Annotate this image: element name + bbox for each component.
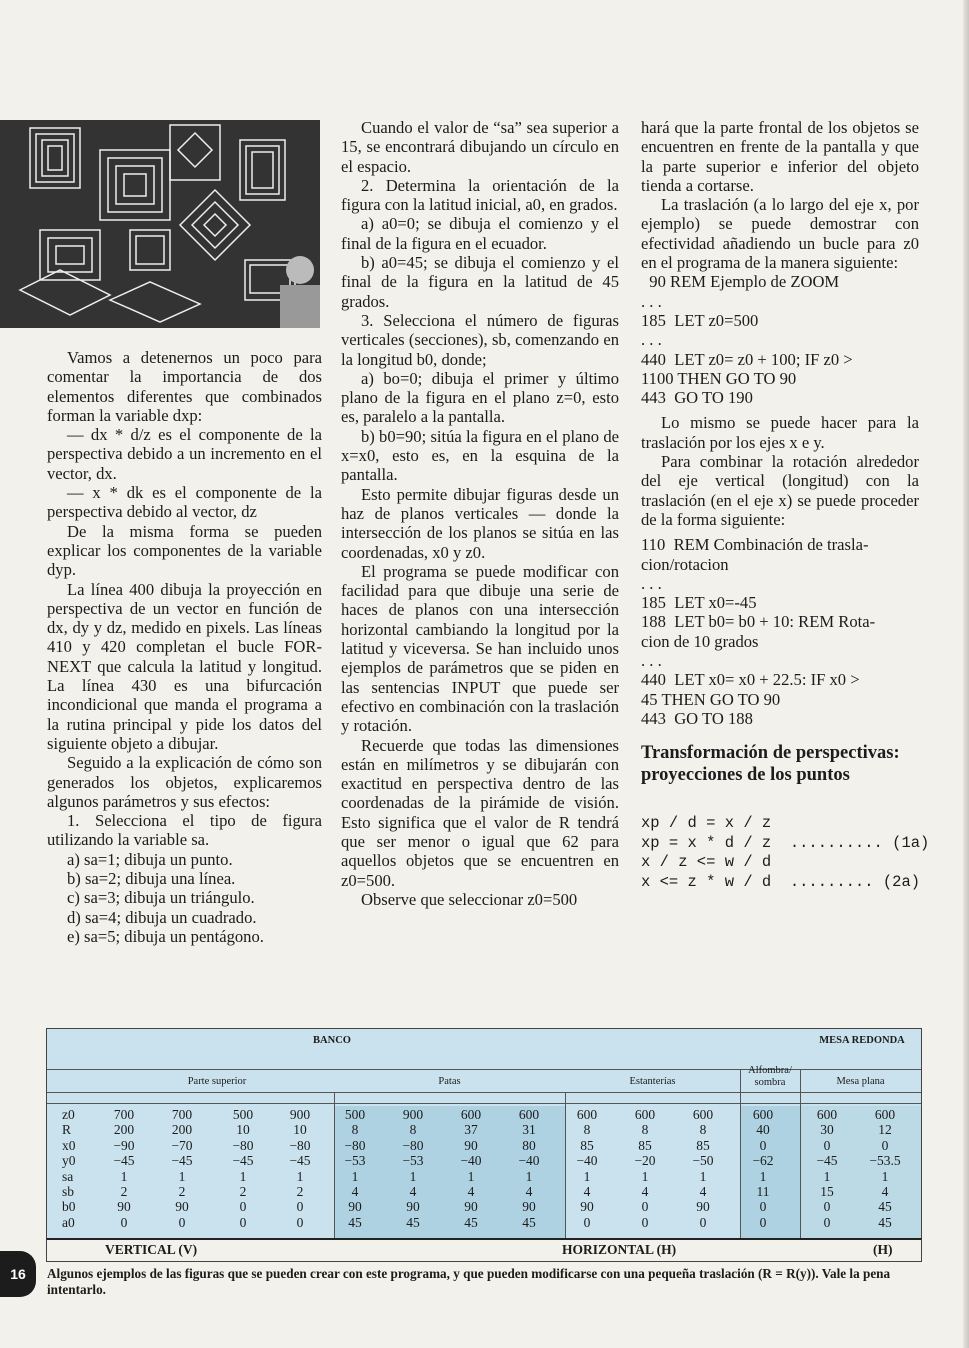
table-cell: −40	[518, 1153, 540, 1169]
paragraph: De la misma forma se pueden explicar los componentes de la variable dyp.	[47, 521, 322, 580]
paragraph: El programa se puede modificar con facilidad para que dibuje una serie de haces de planos con una intersección horizontal cambiando la longitud por la latitud y viceversa. Se han incluido unos ejemplos de parámetros que se piden en las sentencias INPUT que puede ser efectivo en combinación con la traslación y rotación.	[341, 561, 619, 736]
paragraph: hará que la parte frontal de los objetos se encuentren en frente de la pantalla y que la parte superior e inferior del objeto tienda a cortarse.	[641, 118, 919, 195]
table-cell: 900	[402, 1107, 424, 1122]
formula-line: xp = x * d / z .......... (1a)	[641, 833, 930, 852]
table-cell: 90	[175, 1199, 189, 1215]
code-line: 90 REM Ejemplo de ZOOM	[641, 272, 840, 292]
table-row-label: y0	[62, 1153, 76, 1169]
table-cell: 15	[820, 1184, 834, 1199]
table-cell: 10	[293, 1122, 307, 1138]
paragraph: — x * dk es el componente de la perspectiva debido al vector, dz	[47, 483, 322, 522]
code-line: . . .	[641, 573, 662, 593]
table-cell: −80	[344, 1137, 366, 1153]
paragraph: La traslación (a lo largo del eje x, por ejemplo) se puede demostrar con efectividad añadiendo un bucle para z0 en el programa de la manera siguiente:	[641, 195, 919, 273]
table-cell: 4	[467, 1184, 475, 1199]
code-line: . . .	[641, 330, 662, 350]
table-cell: −53.5	[869, 1153, 901, 1169]
table-cell: 45	[522, 1214, 536, 1230]
code-line: 185 LET x0=-45	[641, 593, 757, 613]
list-item: b) a0=45; se dibuja el comienzo y el final de la figura en la latitud de 45 grados.	[341, 253, 619, 311]
table-cell: 0	[759, 1199, 767, 1215]
label-h: (H)	[873, 1242, 893, 1257]
table-cell: 600	[874, 1107, 896, 1122]
table-cell: 45	[878, 1214, 892, 1230]
table-cell: 4	[525, 1184, 533, 1199]
table-cell: 90	[406, 1199, 420, 1215]
text-column-1	[47, 348, 322, 946]
table-cell: 90	[464, 1199, 478, 1215]
formula-block	[641, 814, 930, 892]
code-line: 443 GO TO 188	[641, 708, 753, 728]
table-cell: 4	[699, 1184, 707, 1199]
table-cell: 0	[823, 1199, 831, 1215]
table-cell: 1	[351, 1168, 359, 1184]
table-cell: 2	[239, 1184, 247, 1199]
code-line: cion/rotacion	[641, 554, 729, 574]
table-cell: 600	[460, 1107, 482, 1122]
table-cell: −70	[171, 1137, 193, 1153]
list-item: d) sa=4; dibuja un cuadrado.	[67, 907, 257, 927]
table-cell: −62	[752, 1153, 774, 1169]
table-cell: −50	[692, 1153, 714, 1169]
list-item: b) sa=2; dibuja una línea.	[67, 869, 236, 889]
table-cell: −40	[576, 1153, 598, 1169]
table-cell: 1	[699, 1168, 707, 1184]
table-cell: 600	[752, 1107, 774, 1122]
table-cell: 8	[409, 1122, 417, 1138]
table-cell: 4	[641, 1184, 649, 1199]
table-cell: 500	[344, 1107, 366, 1122]
text-column-2	[341, 118, 619, 909]
table-cell: 700	[171, 1107, 193, 1122]
table-cell: 8	[699, 1122, 707, 1138]
table-row-label: z0	[62, 1107, 75, 1122]
formula-line: x <= z * w / d ......... (2a)	[641, 872, 921, 891]
code-line: . . .	[641, 651, 662, 671]
table-cell: 0	[583, 1214, 591, 1230]
table-cell: 1	[409, 1168, 417, 1184]
table-cell: 0	[120, 1214, 128, 1230]
illustration-graphic	[0, 120, 320, 328]
table-cell: −90	[113, 1137, 135, 1153]
table-cell: 1	[641, 1168, 649, 1184]
table-cell: −53	[344, 1153, 366, 1169]
table-row-label: sb	[62, 1184, 75, 1199]
table-cell: −20	[634, 1153, 656, 1169]
table-cell: 700	[113, 1107, 135, 1122]
table-cell: 0	[296, 1199, 304, 1215]
section-heading: Transformación de perspectivas: proyecciones de los puntos	[641, 743, 900, 786]
code-line: . . .	[641, 291, 662, 311]
text-column-3	[641, 118, 930, 892]
table-cell: 1	[823, 1168, 831, 1184]
table-cell: 12	[878, 1122, 892, 1138]
table-cell: 0	[699, 1214, 707, 1230]
table-cell: −45	[816, 1153, 838, 1169]
code-line: 110 REM Combinación de trasla-	[641, 535, 869, 555]
table-cell: 90	[348, 1199, 362, 1215]
table-cell: 1	[525, 1168, 533, 1184]
table-group-patas: Patas	[438, 1076, 461, 1087]
paragraph: Observe que seleccionar z0=500	[361, 889, 578, 909]
table-cell: 30	[820, 1122, 834, 1138]
table-row-label: sa	[62, 1168, 74, 1184]
table-header-mesa-redonda: MESA REDONDA	[819, 1035, 905, 1046]
table-cell: 90	[696, 1199, 710, 1215]
program-listing-rotation	[641, 535, 919, 728]
table-cell: 2	[178, 1184, 186, 1199]
table-group-alfombra: Alfombra/ sombra	[748, 1065, 792, 1088]
table-cell: 600	[576, 1107, 598, 1122]
table-cell: 4	[583, 1184, 591, 1199]
page-edge	[963, 0, 969, 1348]
table-cell: 37	[464, 1122, 478, 1138]
paragraph: La línea 400 dibuja la proyección en perspectiva de un vector en función de dx, dy y dz, medido en pixels. Las líneas 410 y 420 completan el bucle FOR-NEXT que calcula la latitud y longitud. La línea 430 es una bifurcación incondicional que manda el programa a la rutina principal y pide los datos del siguiente objeto a dibujar.	[47, 579, 322, 753]
table-cell: 600	[518, 1107, 540, 1122]
table-cell: 4	[351, 1184, 359, 1199]
table-cell: 8	[641, 1122, 649, 1138]
paragraph: 3. Selecciona el número de figuras verticales (secciones), sb, comenzando en la longitud b0, donde;	[341, 310, 619, 369]
table-cell: 85	[696, 1137, 710, 1153]
code-line: cion de 10 grados	[641, 631, 759, 651]
table-header-banco: BANCO	[313, 1035, 351, 1046]
table-cell: −45	[171, 1153, 193, 1169]
list-item: b) b0=90; sitúa la figura en el plano de x=x0, esto es, en la esquina de la pantalla.	[341, 426, 619, 485]
paragraph: — dx * d/z es el componente de la perspectiva debido a un incremento en el vector, dx.	[47, 425, 322, 483]
table-cell: 200	[171, 1122, 193, 1138]
table-cell: 0	[759, 1137, 767, 1153]
page-number: 16	[0, 1251, 36, 1297]
table-cell: 0	[641, 1199, 649, 1215]
figure-caption: Algunos ejemplos de las figuras que se pueden crear con este programa, y que pueden modificarse con una pequeña traslación (R = R(y)). Vale la pena intentarlo.	[47, 1266, 891, 1297]
table-cell: 31	[522, 1122, 536, 1138]
table-cell: 80	[522, 1137, 536, 1153]
table-cell: 45	[878, 1199, 892, 1215]
formula-line: xp / d = x / z	[641, 814, 772, 833]
code-line: 188 LET b0= b0 + 10: REM Rota-	[641, 612, 876, 632]
paragraph: Recuerde que todas las dimensiones están en milímetros y se dibujarán con exactitud en perspectiva dentro de las coordenadas de la pirámide de visión. Esto significa que el valor de R tendrá que ser menor o igual que 62 para aquellos objetos que se encuentren en z0=500.	[341, 735, 619, 890]
table-cell: 200	[113, 1122, 135, 1138]
table-cell: 11	[756, 1184, 770, 1199]
paragraph: 2. Determina la orientación de la figura con la latitud inicial, a0, en grados.	[341, 175, 619, 215]
formula-line: x / z <= w / d	[641, 853, 772, 872]
table-group-mesa-plana: Mesa plana	[836, 1076, 885, 1087]
illustration-image	[0, 120, 320, 328]
table-cell: 1	[296, 1168, 304, 1184]
table-cell: 45	[348, 1214, 362, 1230]
table-cell: 40	[756, 1122, 770, 1138]
table-cell: 0	[823, 1214, 831, 1230]
table-cell: 8	[351, 1122, 359, 1138]
paragraph: Lo mismo se puede hacer para la traslación por los ejes x e y.	[641, 413, 919, 452]
table-cell: 4	[409, 1184, 417, 1199]
table-cell: 90	[117, 1199, 131, 1215]
table-cell: 0	[239, 1199, 247, 1215]
table-footer	[46, 1238, 922, 1262]
table-row-label: a0	[62, 1214, 75, 1230]
table-cell: 4	[881, 1184, 889, 1199]
table-cell: 600	[816, 1107, 838, 1122]
table-cell: 1	[239, 1168, 247, 1184]
list-item: a) bo=0; dibuja el primer y último plano de la figura en el plano z=0, esto es, paralelo a la pantalla.	[341, 368, 619, 427]
paragraph: Seguido a la explicación de cómo son generados los objetos, explicaremos algunos parámetros y sus efectos:	[47, 753, 322, 811]
program-listing-zoom	[641, 272, 919, 407]
table-cell: 90	[522, 1199, 536, 1215]
table-cell: −40	[460, 1153, 482, 1169]
table-cell: 0	[759, 1214, 767, 1230]
code-line: 1100 THEN GO TO 90	[641, 368, 797, 388]
table-cell: 0	[881, 1137, 889, 1153]
list-item: c) sa=3; dibuja un triángulo.	[67, 888, 255, 908]
table-cell: 0	[239, 1214, 247, 1230]
table-cell: −45	[232, 1153, 254, 1169]
table-cell: 85	[638, 1137, 652, 1153]
list-item: a) sa=1; dibuja un punto.	[67, 849, 233, 869]
table-cell: 90	[580, 1199, 594, 1215]
table-cell: 1	[881, 1168, 889, 1184]
table-group-estanterias: Estanterías	[629, 1076, 676, 1087]
table-cell: 1	[178, 1168, 186, 1184]
paragraph: Para combinar la rotación alrededor del eje vertical (longitud) con la traslación (en el eje x) se puede proceder de la forma siguiente:	[641, 452, 919, 529]
table-cell: 2	[120, 1184, 128, 1199]
code-line: 185 LET z0=500	[641, 310, 759, 330]
table-row-label: b0	[62, 1199, 76, 1215]
table-cell: 1	[467, 1168, 475, 1184]
table-cell: 500	[232, 1107, 254, 1122]
table-cell: 0	[641, 1214, 649, 1230]
table-cell: 10	[236, 1122, 250, 1138]
code-line: 440 LET z0= z0 + 100; IF z0 >	[641, 349, 853, 369]
table-cell: −80	[232, 1137, 254, 1153]
paragraph: Esto permite dibujar figuras desde un haz de planos verticales — donde la intersección de los planos se sitúa en las coordenadas, x0 y z0.	[341, 484, 619, 562]
list-item: e) sa=5; dibuja un pentágono.	[67, 926, 264, 946]
paragraph: Vamos a detenernos un poco para comentar la importancia de dos elementos diferentes que combinados forman la variable dxp:	[47, 348, 322, 425]
table-cell: 0	[296, 1214, 304, 1230]
table-cell: 90	[464, 1137, 478, 1153]
table-cell: 1	[120, 1168, 128, 1184]
label-horizontal: HORIZONTAL (H)	[562, 1242, 677, 1257]
table-cell: 2	[296, 1184, 304, 1199]
table-cell: −45	[113, 1153, 135, 1169]
paragraph: Cuando el valor de “sa” sea superior a 15, se encontrará dibujando un círculo en el espacio.	[341, 118, 619, 176]
code-line: 45 THEN GO TO 90	[641, 689, 781, 709]
parameter-table	[46, 1028, 922, 1262]
paragraph: 1. Selecciona el tipo de figura utilizando la variable sa.	[47, 811, 322, 850]
table-cell: 1	[583, 1168, 591, 1184]
code-line: 443 GO TO 190	[641, 388, 753, 408]
table-cell: 600	[692, 1107, 714, 1122]
table-cell: 900	[289, 1107, 311, 1122]
table-cell: 600	[634, 1107, 656, 1122]
table-cell: 8	[583, 1122, 591, 1138]
table-cell: −80	[289, 1137, 311, 1153]
table-cell: 0	[823, 1137, 831, 1153]
table-cell: −45	[289, 1153, 311, 1169]
table-cell: 1	[759, 1168, 767, 1184]
table-row-label: R	[62, 1122, 72, 1138]
table-cell: 85	[580, 1137, 594, 1153]
code-line: 440 LET x0= x0 + 22.5: IF x0 >	[641, 670, 860, 690]
table-cell: −80	[402, 1137, 424, 1153]
table-cell: −53	[402, 1153, 424, 1169]
table-row-label: x0	[62, 1137, 76, 1153]
list-item: a) a0=0; se dibuja el comienzo y el final de la figura en el ecuador.	[341, 214, 619, 253]
table-cell: 45	[464, 1214, 478, 1230]
table-cell: 45	[406, 1214, 420, 1230]
label-vertical: VERTICAL (V)	[105, 1242, 198, 1257]
table-group-parte-superior: Parte superior	[187, 1076, 247, 1087]
table-cell: 0	[178, 1214, 186, 1230]
